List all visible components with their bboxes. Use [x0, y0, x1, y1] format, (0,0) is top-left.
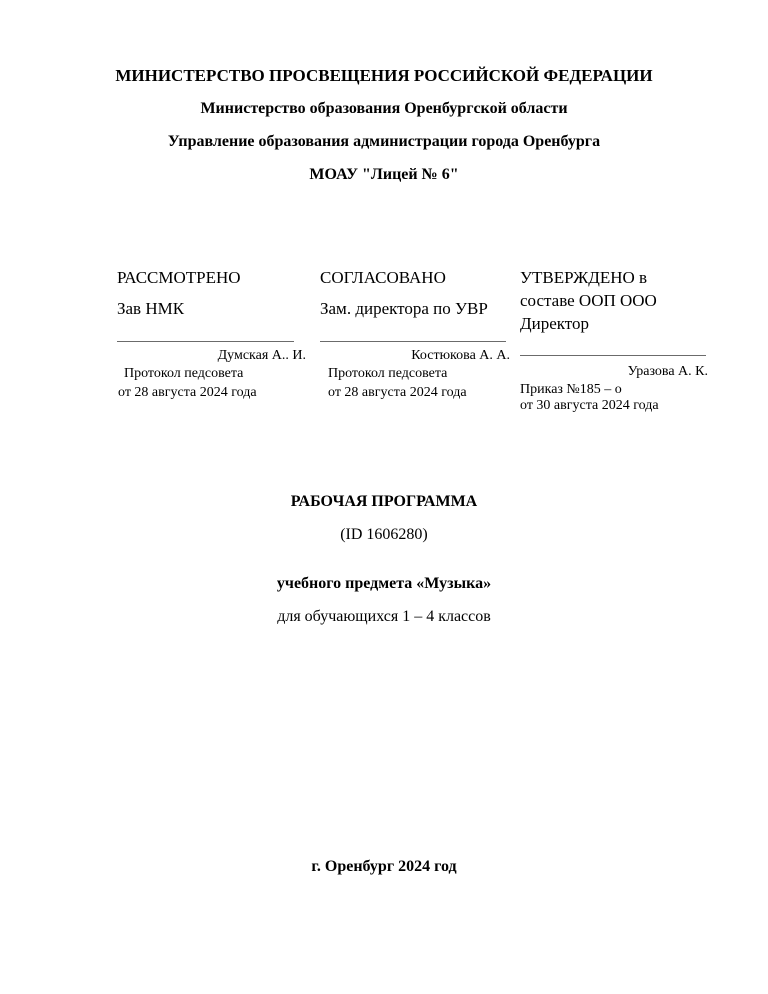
approved-signer: Уразова А. К.	[627, 364, 708, 379]
agreed-role: Зам. директора по УВР	[320, 299, 488, 318]
program-id: (ID 1606280)	[340, 526, 428, 543]
agreed-doc: Протокол педсовета	[328, 366, 448, 381]
program-title: РАБОЧАЯ ПРОГРАММА	[290, 493, 478, 510]
reviewed-title: РАССМОТРЕНО	[117, 268, 241, 287]
approved-date: от 30 августа 2024 года	[520, 398, 659, 413]
program-audience: для обучающихся 1 – 4 классов	[277, 608, 491, 625]
agreed-date: от 28 августа 2024 года	[328, 385, 467, 400]
program-subject: учебного предмета «Музыка»	[276, 575, 492, 592]
reviewed-role: Зав НМК	[117, 299, 185, 318]
approved-role-line2: Директор	[520, 314, 589, 333]
ministry-federal: МИНИСТЕРСТВО ПРОСВЕЩЕНИЯ РОССИЙСКОЙ ФЕДЕРАЦИИ	[115, 66, 653, 85]
reviewed-doc: Протокол педсовета	[124, 366, 244, 381]
reviewed-signer: Думская А.. И.	[217, 348, 306, 363]
school-name: МОАУ "Лицей № 6"	[309, 166, 459, 183]
approved-doc: Приказ №185 – о	[520, 382, 622, 397]
reviewed-signature-line	[117, 341, 294, 342]
ministry-regional: Министерство образования Оренбургской области	[200, 100, 568, 117]
approved-role-line1: составе ООП ООО	[520, 291, 657, 310]
approved-title: УТВЕРЖДЕНО в	[520, 268, 648, 287]
approved-signature-line	[520, 355, 706, 356]
reviewed-date: от 28 августа 2024 года	[118, 385, 257, 400]
agreed-signer: Костюкова А. А.	[411, 348, 510, 363]
city-year: г. Оренбург 2024 год	[311, 858, 457, 875]
agreed-signature-line	[320, 341, 506, 342]
city-department: Управление образования администрации города Оренбурга	[167, 133, 601, 150]
agreed-title: СОГЛАСОВАНО	[320, 268, 446, 287]
